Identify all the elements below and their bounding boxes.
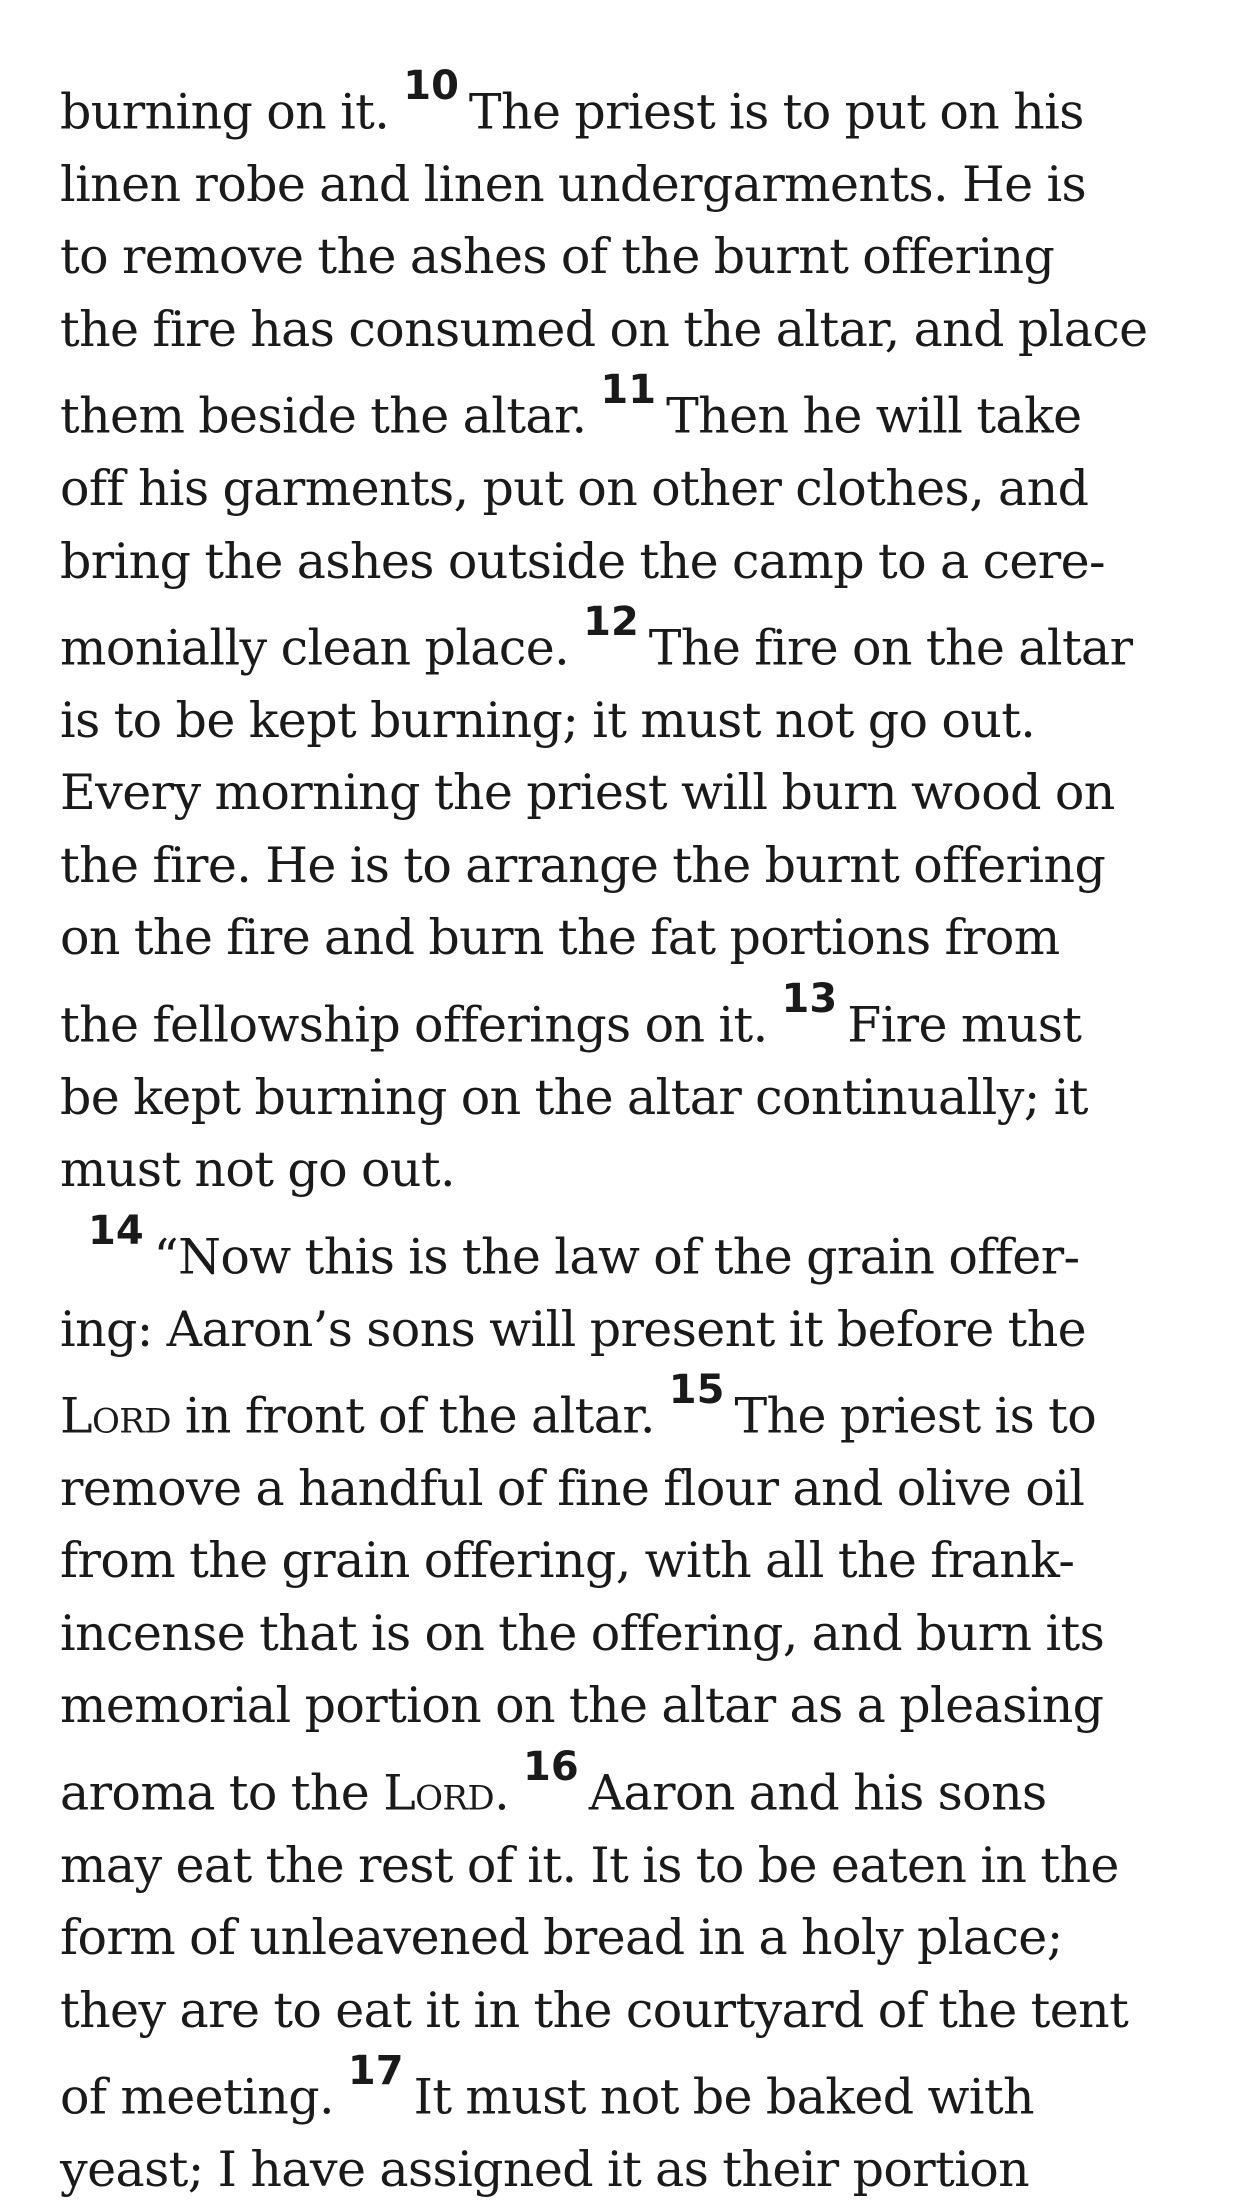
text-line: the fire has consumed on the altar, and place	[60, 300, 1148, 358]
verse-number: 13	[781, 975, 838, 1022]
verse-number: 17	[347, 2048, 404, 2095]
scripture-page	[60, 62, 1200, 2207]
text-line: incense that is on the offering, and burn its	[60, 1604, 1105, 1662]
text-line: yeast; I have assigned it as their portion	[60, 2141, 1030, 2199]
text-line: them beside the altar. $^{11}$ Then he will take	[60, 367, 1082, 445]
text-line: burning on it. $^{10}$ The priest is to put on his	[60, 63, 1084, 141]
paragraph-verses-10-13	[60, 62, 1200, 1207]
verse-number: 15	[668, 1367, 725, 1414]
text-line: is to be kept burning; it must not go out.	[60, 691, 1036, 749]
verse-number: 14	[88, 1207, 144, 1254]
text-line: be kept burning on the altar continually; it	[60, 1068, 1088, 1126]
paragraph-verses-14-17	[60, 1207, 1200, 2207]
verse-number: 11	[600, 367, 657, 414]
text-line: the fellowship offerings on it. $^{13}$ Fire must	[60, 975, 1082, 1054]
text-line: off his garments, put on other clothes, and	[60, 460, 1089, 518]
text-line: $^{14}$ “Now this is the law of the grain offer-	[88, 1207, 1080, 1286]
text-line: memorial portion on the altar as a pleasing	[60, 1677, 1104, 1735]
text-line: linen robe and linen undergarments. He is	[60, 155, 1087, 213]
text-line: Lord in front of the altar. $^{15}$ The priest is to	[60, 1367, 1097, 1445]
text-line: form of unleavened bread in a holy place;	[60, 1909, 1063, 1967]
text-line: they are to eat it in the courtyard of the tent	[60, 1981, 1129, 2039]
text-line: may eat the rest of it. It is to be eaten in the	[60, 1836, 1119, 1894]
text-line: monially clean place. $^{12}$ The fire on the altar	[60, 599, 1133, 677]
text-line: from the grain offering, with all the frank-	[60, 1532, 1075, 1590]
text-line: bring the ashes outside the camp to a cere-	[60, 532, 1105, 590]
text-line: aroma to the Lord. $^{16}$ Aaron and his sons	[60, 1743, 1047, 1822]
verse-number: 12	[583, 599, 639, 646]
text-line: of meeting. $^{17}$ It must not be baked with	[60, 2048, 1034, 2126]
text-line: to remove the ashes of the burnt offering	[60, 228, 1055, 286]
verse-number: 10	[403, 63, 459, 109]
text-line: Every morning the priest will burn wood on	[60, 764, 1115, 822]
verse-number: 16	[523, 1743, 579, 1790]
text-line: must not go out.	[60, 1141, 455, 1199]
text-line: remove a handful of fine flour and olive oil	[60, 1459, 1085, 1517]
divine-name: Lord	[383, 1764, 495, 1822]
text-line: the fire. He is to arrange the burnt offering	[60, 836, 1106, 894]
text-line: ing: Aaron’s sons will present it before the	[60, 1300, 1087, 1358]
divine-name: Lord	[60, 1387, 171, 1445]
text-line: on the fire and burn the fat portions from	[60, 909, 1060, 967]
